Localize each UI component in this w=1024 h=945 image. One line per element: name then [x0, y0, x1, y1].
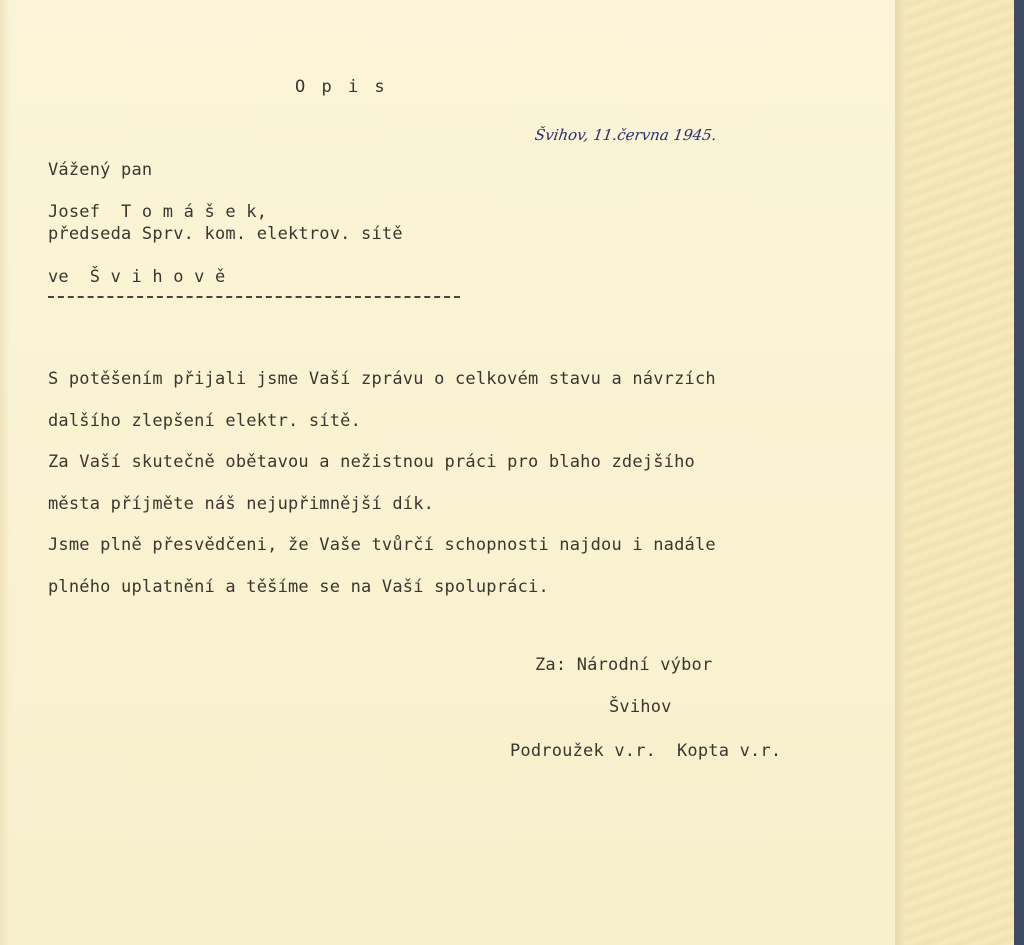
recipient-title: předseda Sprv. kom. elektrov. sítě [48, 224, 403, 244]
signature-organization: Za: Národní výbor [535, 655, 713, 675]
backing-sheet [905, 0, 1014, 945]
signature-town: Švihov [609, 697, 672, 717]
recipient-name: Josef T o m á š e k, [48, 202, 268, 222]
address-divider [48, 296, 460, 298]
body-line: plného uplatnění a těšíme se na Vaší spolupráci. [48, 577, 549, 597]
recipient-town: ve Š v i h o v ě [48, 267, 226, 287]
body-line: města příjměte náš nejupřimnější dík. [48, 494, 435, 514]
body-line: Za Vaší skutečně obětavou a nežistnou práci pro blaho zdejšího [48, 452, 695, 472]
body-line: S potěšením přijali jsme Vaší zprávu o celkovém stavu a návrzích [48, 369, 716, 389]
document-title: O p i s [295, 77, 388, 97]
body-line: dalšího zlepšení elektr. sítě. [48, 411, 362, 431]
body-line: Jsme plně přesvědčeni, že Vaše tvůrčí schopnosti najdou i nadále [48, 535, 716, 555]
binder-edge [1014, 0, 1024, 945]
handwritten-date: Švihov, 11.června 1945. [533, 126, 718, 144]
signature-names: Podroužek v.r. Kopta v.r. [510, 741, 782, 761]
page-fold [895, 0, 905, 945]
salutation: Vážený pan [48, 160, 153, 180]
